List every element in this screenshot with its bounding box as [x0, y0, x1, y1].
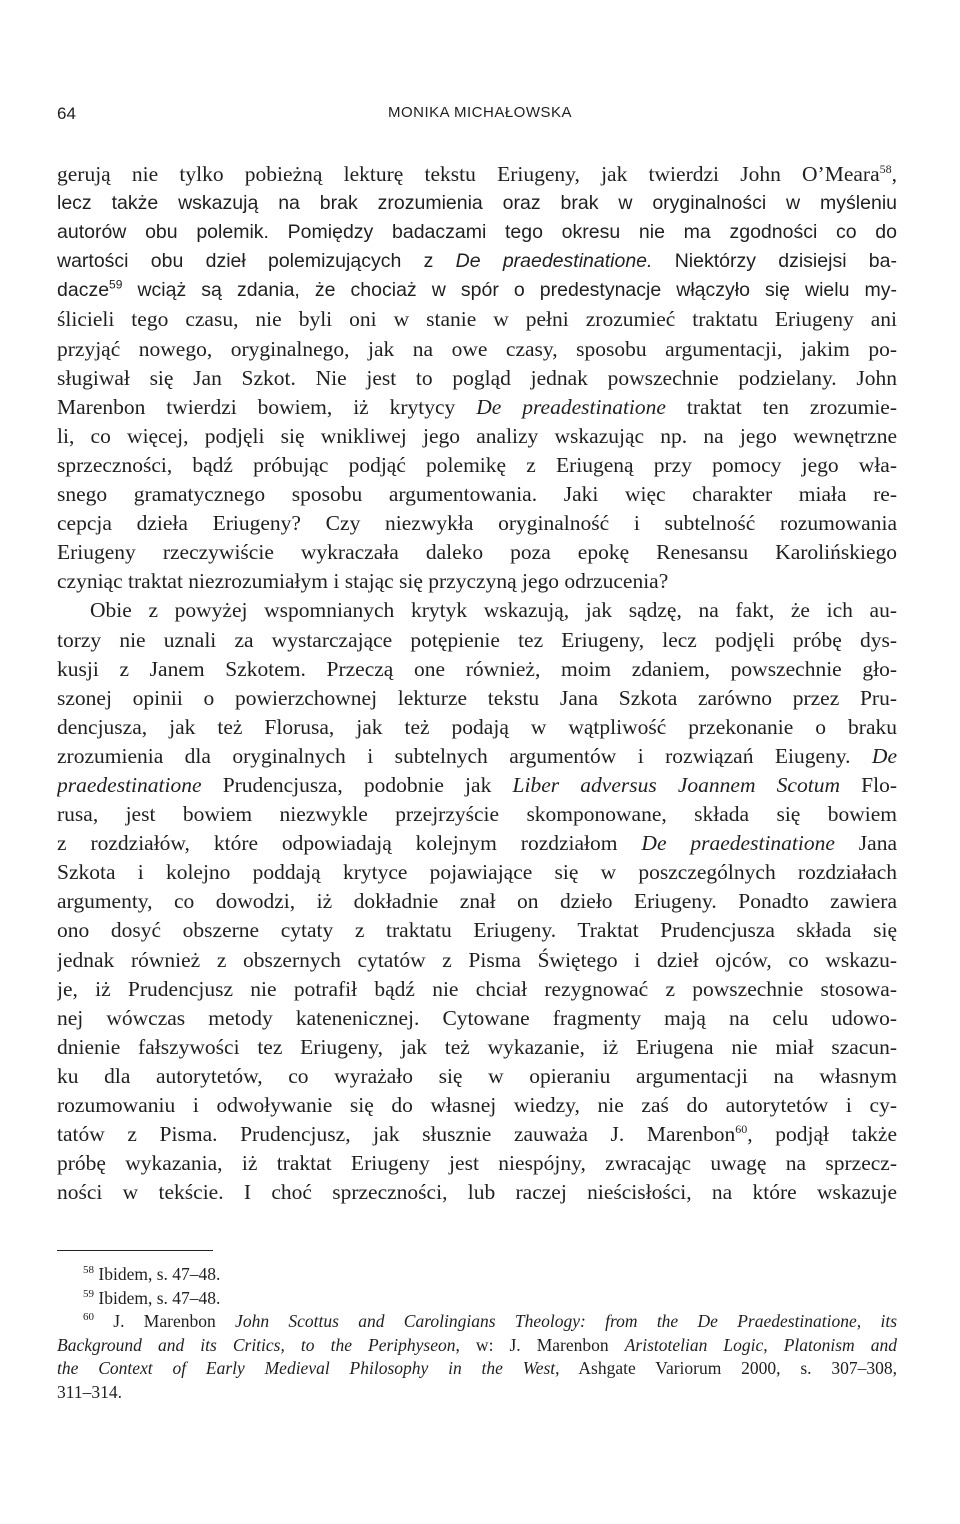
text-line: jednak również z obszernych cytatów z Pisma Świętego i dzieł ojców, co wskazu- [57, 947, 897, 972]
text-line: dnienie fałszywości tez Eriugeny, jak też wykazanie, iż Eriugena nie miał szacun- [57, 1034, 897, 1059]
text-line: nej wówczas metody katenenicznej. Cytowane fragmenty mają na celu udowo- [57, 1005, 897, 1030]
text-line: autorów obu polemik. Pomiędzy badaczami tego okresu nie ma zgodności co do [57, 221, 897, 244]
text-line: czyniąc traktat niezrozumiałym i stając się przyczyną jego odrzucenia? [57, 569, 669, 594]
text-line: kusji z Janem Szkotem. Przeczą one również, moim zdaniem, powszechnie gło- [57, 656, 897, 681]
text-line: ono dosyć obszerne cytaty z traktatu Eriugeny. Traktat Prudencjusza składa się [57, 918, 897, 943]
text-line: dacze$^{59}$ wciąż są zdania, że chociaż w spór o predestynacje włączyło się wielu my- [57, 277, 897, 302]
body-text [57, 160, 897, 1207]
footnotes [57, 1263, 897, 1405]
text-line: Eriugeny rzeczywiście wykraczała daleko poza epokę Renesansu Karolińskiego [57, 540, 897, 565]
footnote-divider [57, 1250, 213, 1251]
footnote-ref: 60 [735, 1121, 748, 1136]
footnote-60-cont: the Context of Early Medieval Philosophy in the West, Ashgate Variorum 2000, s. 307–308, [57, 1358, 897, 1379]
text-line: sługiwał się Jan Szkot. Nie jest to pogląd jednak powszechnie podzielany. John [57, 365, 897, 390]
text-line: gerują nie tylko pobieżną lekturę tekstu Eriugeny, jak twierdzi John O’Meara$^{58}$, [57, 161, 897, 186]
footnote-60-cont: Background and its Critics, to the Periphyseon, w: J. Marenbon Aristotelian Logic, Platonism and [57, 1334, 897, 1355]
text-line: Marenbon twierdzi bowiem, iż krytycy De preadestinatione traktat ten zrozumie- [57, 394, 897, 419]
text-line: rusa, jest bowiem niezwykle przejrzyście skomponowane, składa się bowiem [57, 802, 897, 827]
text-line: Obie z powyżej wspomnianych krytyk wskazują, jak sądzę, na fakt, że ich au- [90, 598, 897, 623]
footnote-60: $^{60}$ J. Marenbon John Scottus and Carolingians Theology: from the De Praedestinatione, its [83, 1311, 897, 1332]
footnote-58: $^{58}$ Ibidem, s. 47–48. [83, 1264, 221, 1284]
text-line: torzy nie uznali za wystarczające potępienie tez Eriugeny, lecz podjęli próbę dys- [57, 627, 897, 652]
text-line: rozumowaniu i odwoływanie się do własnej wiedzy, nie zaś do autorytetów i cy- [57, 1093, 897, 1117]
footnote-60-cont: 311–314. [57, 1381, 122, 1402]
text-line: z rozdziałów, które odpowiadają kolejnym rozdziałom De praedestinatione Jana [57, 831, 897, 856]
text-line: cepcja dzieła Eriugeny? Czy niezwykła oryginalność i subtelność rozumowania [57, 511, 897, 536]
text-line: wartości obu dzieł polemizujących z De praedestinatione. Niektórzy dzisiejsi ba- [57, 250, 897, 273]
text-line: dencjusza, jak też Florusa, jak też podają w wątpliwość przekonanie o braku [57, 714, 897, 739]
text-line: próbę wykazania, iż traktat Eriugeny jest niespójny, zwracając uwagę na sprzecz- [57, 1151, 897, 1176]
text-line: ku dla autorytetów, co wyrażało się w opieraniu argumentacji na własnym [57, 1063, 897, 1088]
text-line: Szkota i kolejno poddają krytyce pojawiające się w poszczególnych rozdziałach [57, 860, 897, 885]
page-number: 64 [57, 104, 76, 123]
text-line: snego gramatycznego sposobu argumentowania. Jaki więc charakter miała re- [57, 482, 897, 507]
text-line: szonej opinii o powierzchownej lekturze tekstu Jana Szkota zarówno przez Pru- [57, 685, 897, 710]
text-line: zrozumienia dla oryginalnych i subtelnych argumentów i rozwiązań Eiugeny. De [57, 743, 897, 768]
text-line: lecz także wskazują na brak zrozumienia oraz brak w oryginalności w myśleniu [57, 192, 897, 215]
text-line: argumenty, co dowodzi, iż dokładnie znał on dzieło Eriugeny. Ponadto zawiera [57, 889, 897, 914]
text-line: li, co więcej, podjęli się wnikliwej jego analizy wskazując np. na jego wewnętrzne [57, 423, 897, 448]
footnote-ref: 58 [879, 161, 892, 176]
footnote-ref: 59 [109, 277, 123, 292]
text-line: przyjąć nowego, oryginalnego, jak na owe czasy, sposobu argumentacji, jakim po- [57, 336, 897, 361]
page-header [0, 104, 960, 130]
text-line: ślicieli tego czasu, nie byli oni w stanie w pełni zrozumieć traktatu Eriugeny ani [57, 307, 897, 332]
text-line: je, iż Prudencjusz nie potrafił bądź nie chciał rezygnować z powszechnie stosowa- [57, 976, 897, 1001]
text-line: praedestinatione Prudencjusza, podobnie jak Liber adversus Joannem Scotum Flo- [57, 772, 897, 797]
text-line: tatów z Pisma. Prudencjusz, jak słusznie zauważa J. Marenbon$^{60}$, podjął także [57, 1121, 897, 1147]
running-head: MONIKA MICHAŁOWSKA [387, 104, 573, 121]
footnote-59: $^{59}$ Ibidem, s. 47–48. [83, 1287, 221, 1308]
text-line: sprzeczności, bądź próbując podjąć polemikę z Eriugeną przy pomocy jego wła- [57, 452, 897, 477]
text-line: ności w tekście. I choć sprzeczności, lub raczej nieścisłości, na które wskazuje [57, 1180, 897, 1205]
